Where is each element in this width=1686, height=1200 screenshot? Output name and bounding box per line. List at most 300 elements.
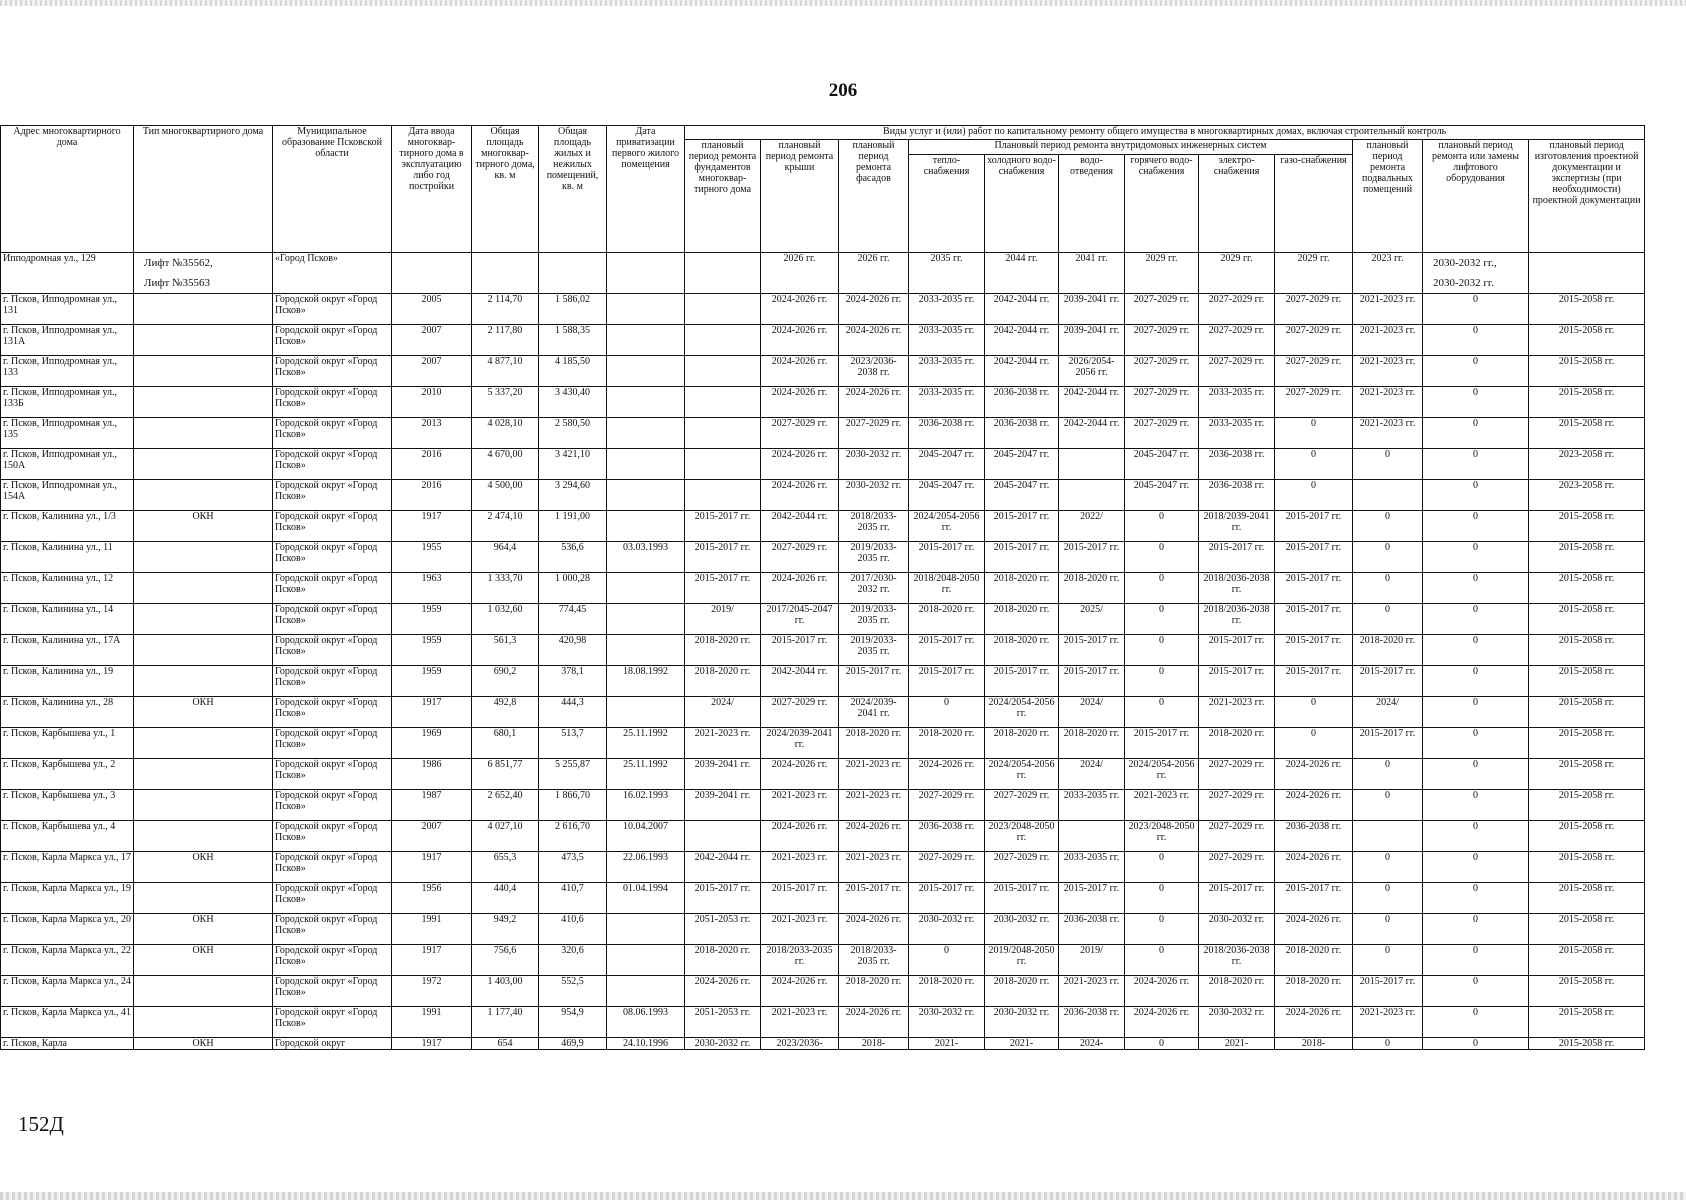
header-living-area: Общая площадь жилых и нежилых помещений, кв. м bbox=[539, 126, 607, 253]
cell-cold-water: 2018-2020 гг. bbox=[985, 728, 1059, 759]
cell-sewer: 2015-2017 гг. bbox=[1059, 542, 1125, 573]
cell-cold-water: 2045-2047 гг. bbox=[985, 449, 1059, 480]
table-row bbox=[1, 1038, 1645, 1050]
cell-living-area: 2 580,50 bbox=[539, 418, 607, 449]
table-row bbox=[1, 635, 1645, 666]
cell-privatization bbox=[607, 573, 685, 604]
cell-basement: 0 bbox=[1353, 914, 1423, 945]
cell-basement: 0 bbox=[1353, 790, 1423, 821]
cell-sewer: 2015-2017 гг. bbox=[1059, 635, 1125, 666]
cell-lift-2: Лифт №35563 bbox=[144, 277, 211, 289]
cell-municipality: Городской округ «Город Псков» bbox=[273, 914, 392, 945]
cell-elevator: 0 bbox=[1423, 914, 1529, 945]
cell-privatization: 03.03.1993 bbox=[607, 542, 685, 573]
cell-cold-water: 2018-2020 гг. bbox=[985, 976, 1059, 1007]
header-elevator: плановый период ремонта или замены лифтового оборудования bbox=[1423, 140, 1529, 253]
cell-living-area: 513,7 bbox=[539, 728, 607, 759]
cell-design-docs: 2015-2058 гг. bbox=[1529, 418, 1645, 449]
cell-facade: 2024-2026 гг. bbox=[839, 387, 909, 418]
cell-cold-water: 2021- bbox=[985, 1038, 1059, 1050]
cell-design-docs: 2015-2058 гг. bbox=[1529, 1038, 1645, 1050]
cell-gas: 2015-2017 гг. bbox=[1275, 666, 1353, 697]
cell-total-area: 2 652,40 bbox=[472, 790, 539, 821]
cell-total-area: 4 670,00 bbox=[472, 449, 539, 480]
cell-cold-water: 2018-2020 гг. bbox=[985, 604, 1059, 635]
table-row bbox=[1, 573, 1645, 604]
cell-design-docs: 2023-2058 гг. bbox=[1529, 480, 1645, 511]
cell-address: г. Псков, Калинина ул., 19 bbox=[1, 666, 134, 697]
cell-facade: 2021-2023 гг. bbox=[839, 759, 909, 790]
cell-year: 1991 bbox=[392, 1007, 472, 1038]
cell-living-area: 410,7 bbox=[539, 883, 607, 914]
cell-design-docs: 2015-2058 гг. bbox=[1529, 883, 1645, 914]
cell-roof: 2042-2044 гг. bbox=[761, 511, 839, 542]
cell-type bbox=[134, 883, 273, 914]
cell-living-area: 3 430,40 bbox=[539, 387, 607, 418]
cell-elevator: 0 bbox=[1423, 976, 1529, 1007]
cell-gas: 2024-2026 гг. bbox=[1275, 1007, 1353, 1038]
cell-electric: 2029 гг. bbox=[1199, 253, 1275, 294]
cell-privatization bbox=[607, 387, 685, 418]
table-row bbox=[1, 697, 1645, 728]
cell-total-area: 964,4 bbox=[472, 542, 539, 573]
cell-year: 2007 bbox=[392, 821, 472, 852]
cell-electric: 2033-2035 гг. bbox=[1199, 418, 1275, 449]
cell-municipality: Городской округ «Город Псков» bbox=[273, 945, 392, 976]
cell-electric: 2030-2032 гг. bbox=[1199, 914, 1275, 945]
table-row bbox=[1, 852, 1645, 883]
cell-facade: 2018/2033-2035 гг. bbox=[839, 945, 909, 976]
header-hot-water: горячего водо-снабжения bbox=[1125, 155, 1199, 253]
cell-type bbox=[134, 325, 273, 356]
cell-municipality: Городской округ «Город Псков» bbox=[273, 1007, 392, 1038]
cell-living-area: 1 000,28 bbox=[539, 573, 607, 604]
cell-gas: 0 bbox=[1275, 449, 1353, 480]
cell-foundation bbox=[685, 294, 761, 325]
cell-address: г. Псков, Карбышева ул., 1 bbox=[1, 728, 134, 759]
cell-foundation: 2021-2023 гг. bbox=[685, 728, 761, 759]
table-row bbox=[1, 511, 1645, 542]
cell-roof: 2024-2026 гг. bbox=[761, 821, 839, 852]
cell-municipality: «Город Псков» bbox=[273, 253, 392, 294]
cell-sewer: 2018-2020 гг. bbox=[1059, 728, 1125, 759]
cell-municipality: Городской округ «Город Псков» bbox=[273, 976, 392, 1007]
cell-living-area: 536,6 bbox=[539, 542, 607, 573]
cell-gas: 2015-2017 гг. bbox=[1275, 604, 1353, 635]
cell-address: г. Псков, Ипподромная ул., 133 bbox=[1, 356, 134, 387]
header-works-group: Виды услуг и (или) работ по капитальному ремонту общего имущества в многоквартирных домах, включая строительный контроль bbox=[685, 126, 1645, 140]
header-row-1 bbox=[1, 126, 1645, 140]
cell-year: 1956 bbox=[392, 883, 472, 914]
cell-year: 1959 bbox=[392, 666, 472, 697]
cell-elevator: 0 bbox=[1423, 945, 1529, 976]
cell-sewer: 2036-2038 гг. bbox=[1059, 914, 1125, 945]
cell-type bbox=[134, 253, 273, 294]
cell-electric: 2015-2017 гг. bbox=[1199, 635, 1275, 666]
cell-address: г. Псков, Калинина ул., 28 bbox=[1, 697, 134, 728]
cell-facade: 2018- bbox=[839, 1038, 909, 1050]
cell-total-area: 655,3 bbox=[472, 852, 539, 883]
scan-edge-top bbox=[0, 0, 1686, 6]
cell-electric: 2018/2036-2038 гг. bbox=[1199, 604, 1275, 635]
cell-year: 2016 bbox=[392, 449, 472, 480]
header-sewer: водо-отведения bbox=[1059, 155, 1125, 253]
cell-total-area: 654 bbox=[472, 1038, 539, 1050]
cell-foundation: 2015-2017 гг. bbox=[685, 573, 761, 604]
cell-heat: 2027-2029 гг. bbox=[909, 852, 985, 883]
cell-roof: 2024-2026 гг. bbox=[761, 449, 839, 480]
cell-design-docs: 2015-2058 гг. bbox=[1529, 852, 1645, 883]
cell-foundation: 2015-2017 гг. bbox=[685, 542, 761, 573]
cell-foundation: 2051-2053 гг. bbox=[685, 914, 761, 945]
cell-type bbox=[134, 449, 273, 480]
cell-living-area: 3 421,10 bbox=[539, 449, 607, 480]
footer-code: 152Д bbox=[18, 1112, 64, 1136]
table-row bbox=[1, 356, 1645, 387]
cell-elevator-1: 2030-2032 гг., bbox=[1433, 257, 1497, 269]
cell-year: 1972 bbox=[392, 976, 472, 1007]
cell-heat: 2035 гг. bbox=[909, 253, 985, 294]
cell-sewer: 2033-2035 гг. bbox=[1059, 852, 1125, 883]
cell-foundation: 2039-2041 гг. bbox=[685, 790, 761, 821]
cell-living-area: 320,6 bbox=[539, 945, 607, 976]
cell-electric: 2027-2029 гг. bbox=[1199, 325, 1275, 356]
cell-hot-water: 2024-2026 гг. bbox=[1125, 976, 1199, 1007]
cell-gas: 2027-2029 гг. bbox=[1275, 294, 1353, 325]
cell-facade: 2017/2030-2032 гг. bbox=[839, 573, 909, 604]
cell-privatization bbox=[607, 976, 685, 1007]
cell-electric: 2027-2029 гг. bbox=[1199, 356, 1275, 387]
header-facade: плановый период ремонта фасадов bbox=[839, 140, 909, 253]
cell-basement: 0 bbox=[1353, 852, 1423, 883]
capital-repair-table bbox=[0, 125, 1645, 1050]
cell-electric: 2027-2029 гг. bbox=[1199, 852, 1275, 883]
cell-roof: 2015-2017 гг. bbox=[761, 883, 839, 914]
cell-elevator: 0 bbox=[1423, 883, 1529, 914]
header-cold-water: холодного водо-снабжения bbox=[985, 155, 1059, 253]
cell-electric: 2036-2038 гг. bbox=[1199, 480, 1275, 511]
cell-municipality: Городской округ «Город Псков» bbox=[273, 790, 392, 821]
cell-hot-water: 0 bbox=[1125, 883, 1199, 914]
cell-total-area: 2 114,70 bbox=[472, 294, 539, 325]
cell-foundation: 2051-2053 гг. bbox=[685, 1007, 761, 1038]
cell-cold-water: 2030-2032 гг. bbox=[985, 1007, 1059, 1038]
cell-living-area: 5 255,87 bbox=[539, 759, 607, 790]
cell-lift-1: Лифт №35562, bbox=[144, 257, 213, 269]
cell-cold-water: 2019/2048-2050 гг. bbox=[985, 945, 1059, 976]
cell-hot-water: 0 bbox=[1125, 542, 1199, 573]
cell-design-docs: 2015-2058 гг. bbox=[1529, 914, 1645, 945]
cell-cold-water: 2024/2054-2056 гг. bbox=[985, 759, 1059, 790]
cell-address: г. Псков, Карла Маркса ул., 20 bbox=[1, 914, 134, 945]
cell-electric: 2036-2038 гг. bbox=[1199, 449, 1275, 480]
cell-heat: 2027-2029 гг. bbox=[909, 790, 985, 821]
cell-municipality: Городской округ «Город Псков» bbox=[273, 356, 392, 387]
cell-municipality: Городской округ «Город Псков» bbox=[273, 511, 392, 542]
header-electric: электро-снабжения bbox=[1199, 155, 1275, 253]
cell-sewer: 2033-2035 гг. bbox=[1059, 790, 1125, 821]
cell-municipality: Городской округ «Город Псков» bbox=[273, 821, 392, 852]
cell-facade: 2024-2026 гг. bbox=[839, 821, 909, 852]
cell-heat: 2024/2054-2056 гг. bbox=[909, 511, 985, 542]
header-municipality: Муниципальное образование Псковской области bbox=[273, 126, 392, 253]
table-row bbox=[1, 325, 1645, 356]
cell-sewer: 2022/ bbox=[1059, 511, 1125, 542]
header-gas: газо-снабжения bbox=[1275, 155, 1353, 253]
cell-basement: 0 bbox=[1353, 759, 1423, 790]
header-foundation: плановый период ремонта фундаментов многоквар-тирного дома bbox=[685, 140, 761, 253]
cell-design-docs: 2015-2058 гг. bbox=[1529, 790, 1645, 821]
cell-year: 2010 bbox=[392, 387, 472, 418]
cell-cold-water: 2027-2029 гг. bbox=[985, 852, 1059, 883]
cell-elevator: 0 bbox=[1423, 356, 1529, 387]
cell-address: г. Псков, Ипподромная ул., 131А bbox=[1, 325, 134, 356]
cell-elevator: 0 bbox=[1423, 325, 1529, 356]
cell-roof: 2027-2029 гг. bbox=[761, 418, 839, 449]
cell-elevator: 0 bbox=[1423, 1038, 1529, 1050]
cell-heat: 2018-2020 гг. bbox=[909, 728, 985, 759]
cell-foundation: 2015-2017 гг. bbox=[685, 883, 761, 914]
cell-heat: 2030-2032 гг. bbox=[909, 1007, 985, 1038]
cell-facade: 2030-2032 гг. bbox=[839, 480, 909, 511]
cell-heat: 2030-2032 гг. bbox=[909, 914, 985, 945]
cell-privatization bbox=[607, 945, 685, 976]
cell-living-area: 469,9 bbox=[539, 1038, 607, 1050]
cell-address: г. Псков, Калинина ул., 11 bbox=[1, 542, 134, 573]
cell-type bbox=[134, 1007, 273, 1038]
cell-address: г. Псков, Калинина ул., 12 bbox=[1, 573, 134, 604]
header-roof: плановый период ремонта крыши bbox=[761, 140, 839, 253]
cell-privatization: 10.04.2007 bbox=[607, 821, 685, 852]
cell-type bbox=[134, 573, 273, 604]
cell-living-area: 954,9 bbox=[539, 1007, 607, 1038]
cell-address: г. Псков, Карла Маркса ул., 41 bbox=[1, 1007, 134, 1038]
cell-design-docs: 2015-2058 гг. bbox=[1529, 821, 1645, 852]
cell-address: г. Псков, Ипподромная ул., 150А bbox=[1, 449, 134, 480]
cell-electric: 2033-2035 гг. bbox=[1199, 387, 1275, 418]
cell-facade: 2024-2026 гг. bbox=[839, 914, 909, 945]
cell-roof: 2027-2029 гг. bbox=[761, 542, 839, 573]
table-row bbox=[1, 253, 1645, 294]
cell-privatization: 08.06.1993 bbox=[607, 1007, 685, 1038]
cell-gas: 0 bbox=[1275, 480, 1353, 511]
table-row bbox=[1, 666, 1645, 697]
cell-basement: 2021-2023 гг. bbox=[1353, 1007, 1423, 1038]
cell-electric: 2027-2029 гг. bbox=[1199, 759, 1275, 790]
cell-municipality: Городской округ «Город Псков» bbox=[273, 449, 392, 480]
cell-total-area: 1 333,70 bbox=[472, 573, 539, 604]
table-row bbox=[1, 821, 1645, 852]
cell-year: 2005 bbox=[392, 294, 472, 325]
cell-municipality: Городской округ «Город Псков» bbox=[273, 883, 392, 914]
cell-living-area: 552,5 bbox=[539, 976, 607, 1007]
cell-living-area bbox=[539, 253, 607, 294]
cell-facade: 2030-2032 гг. bbox=[839, 449, 909, 480]
cell-foundation bbox=[685, 387, 761, 418]
cell-basement: 0 bbox=[1353, 883, 1423, 914]
cell-sewer: 2015-2017 гг. bbox=[1059, 666, 1125, 697]
cell-basement: 2021-2023 гг. bbox=[1353, 418, 1423, 449]
cell-heat: 2033-2035 гг. bbox=[909, 356, 985, 387]
cell-total-area: 949,2 bbox=[472, 914, 539, 945]
cell-roof: 2021-2023 гг. bbox=[761, 1007, 839, 1038]
cell-cold-water: 2018-2020 гг. bbox=[985, 573, 1059, 604]
cell-type bbox=[134, 294, 273, 325]
cell-address: г. Псков, Карла Маркса ул., 22 bbox=[1, 945, 134, 976]
cell-foundation: 2039-2041 гг. bbox=[685, 759, 761, 790]
cell-roof: 2024-2026 гг. bbox=[761, 294, 839, 325]
cell-facade: 2018-2020 гг. bbox=[839, 976, 909, 1007]
cell-gas: 2027-2029 гг. bbox=[1275, 356, 1353, 387]
cell-privatization bbox=[607, 294, 685, 325]
cell-design-docs: 2015-2058 гг. bbox=[1529, 1007, 1645, 1038]
cell-facade: 2019/2033-2035 гг. bbox=[839, 542, 909, 573]
cell-year: 1917 bbox=[392, 852, 472, 883]
header-type: Тип многоквартирного дома bbox=[134, 126, 273, 253]
cell-heat: 2036-2038 гг. bbox=[909, 821, 985, 852]
cell-sewer: 2024/ bbox=[1059, 759, 1125, 790]
cell-heat: 2018-2020 гг. bbox=[909, 604, 985, 635]
cell-municipality: Городской округ «Город Псков» bbox=[273, 387, 392, 418]
cell-basement: 2023 гг. bbox=[1353, 253, 1423, 294]
cell-hot-water: 0 bbox=[1125, 635, 1199, 666]
cell-hot-water: 0 bbox=[1125, 914, 1199, 945]
cell-elevator: 0 bbox=[1423, 573, 1529, 604]
cell-type: ОКН bbox=[134, 945, 273, 976]
cell-sewer bbox=[1059, 449, 1125, 480]
cell-hot-water: 2024/2054-2056 гг. bbox=[1125, 759, 1199, 790]
cell-address: г. Псков, Карбышева ул., 4 bbox=[1, 821, 134, 852]
cell-living-area: 1 588,35 bbox=[539, 325, 607, 356]
cell-electric: 2021-2023 гг. bbox=[1199, 697, 1275, 728]
cell-sewer: 2042-2044 гг. bbox=[1059, 387, 1125, 418]
cell-year: 1963 bbox=[392, 573, 472, 604]
table-row bbox=[1, 914, 1645, 945]
cell-gas: 2015-2017 гг. bbox=[1275, 511, 1353, 542]
cell-privatization bbox=[607, 511, 685, 542]
cell-heat: 2024-2026 гг. bbox=[909, 759, 985, 790]
cell-elevator: 0 bbox=[1423, 418, 1529, 449]
cell-privatization bbox=[607, 635, 685, 666]
header-commission-date: Дата ввода многоквар-тирного дома в эксплуатацию либо год постройки bbox=[392, 126, 472, 253]
cell-living-area: 774,45 bbox=[539, 604, 607, 635]
cell-design-docs: 2015-2058 гг. bbox=[1529, 945, 1645, 976]
cell-heat: 2033-2035 гг. bbox=[909, 294, 985, 325]
cell-sewer: 2026/2054-2056 гг. bbox=[1059, 356, 1125, 387]
cell-foundation: 2024-2026 гг. bbox=[685, 976, 761, 1007]
cell-design-docs: 2015-2058 гг. bbox=[1529, 697, 1645, 728]
cell-roof: 2024-2026 гг. bbox=[761, 573, 839, 604]
cell-facade: 2024-2026 гг. bbox=[839, 294, 909, 325]
cell-cold-water: 2030-2032 гг. bbox=[985, 914, 1059, 945]
cell-elevator: 0 bbox=[1423, 511, 1529, 542]
cell-hot-water: 2021-2023 гг. bbox=[1125, 790, 1199, 821]
cell-heat: 2018-2020 гг. bbox=[909, 976, 985, 1007]
cell-facade: 2024/2039-2041 гг. bbox=[839, 697, 909, 728]
cell-basement: 2021-2023 гг. bbox=[1353, 356, 1423, 387]
cell-type: ОКН bbox=[134, 1038, 273, 1050]
cell-electric: 2018/2036-2038 гг. bbox=[1199, 945, 1275, 976]
cell-living-area: 1 191,00 bbox=[539, 511, 607, 542]
cell-total-area: 561,3 bbox=[472, 635, 539, 666]
cell-privatization: 22.06.1993 bbox=[607, 852, 685, 883]
cell-cold-water: 2015-2017 гг. bbox=[985, 511, 1059, 542]
cell-total-area: 492,8 bbox=[472, 697, 539, 728]
cell-basement: 2015-2017 гг. bbox=[1353, 976, 1423, 1007]
cell-basement: 2021-2023 гг. bbox=[1353, 294, 1423, 325]
cell-design-docs: 2015-2058 гг. bbox=[1529, 573, 1645, 604]
cell-cold-water: 2018-2020 гг. bbox=[985, 635, 1059, 666]
cell-living-area: 410,6 bbox=[539, 914, 607, 945]
cell-design-docs: 2015-2058 гг. bbox=[1529, 511, 1645, 542]
cell-privatization: 16.02.1993 bbox=[607, 790, 685, 821]
cell-privatization: 25.11.1992 bbox=[607, 728, 685, 759]
cell-sewer bbox=[1059, 480, 1125, 511]
cell-municipality: Городской округ «Город Псков» bbox=[273, 573, 392, 604]
cell-total-area: 4 027,10 bbox=[472, 821, 539, 852]
cell-electric: 2015-2017 гг. bbox=[1199, 883, 1275, 914]
cell-foundation: 2018-2020 гг. bbox=[685, 945, 761, 976]
cell-type bbox=[134, 604, 273, 635]
cell-cold-water: 2015-2017 гг. bbox=[985, 666, 1059, 697]
cell-foundation: 2030-2032 гг. bbox=[685, 1038, 761, 1050]
table-row bbox=[1, 604, 1645, 635]
header-address: Адрес многоквартирного дома bbox=[1, 126, 134, 253]
cell-design-docs bbox=[1529, 253, 1645, 294]
cell-living-area: 420,98 bbox=[539, 635, 607, 666]
cell-living-area: 444,3 bbox=[539, 697, 607, 728]
cell-living-area: 1 586,02 bbox=[539, 294, 607, 325]
cell-cold-water: 2042-2044 гг. bbox=[985, 294, 1059, 325]
header-basement: плановый период ремонта подвальных помещений bbox=[1353, 140, 1423, 253]
cell-total-area: 690,2 bbox=[472, 666, 539, 697]
cell-municipality: Городской округ «Город Псков» bbox=[273, 852, 392, 883]
cell-heat: 2015-2017 гг. bbox=[909, 666, 985, 697]
cell-heat: 2036-2038 гг. bbox=[909, 418, 985, 449]
cell-design-docs: 2015-2058 гг. bbox=[1529, 294, 1645, 325]
cell-foundation: 2019/ bbox=[685, 604, 761, 635]
cell-elevator: 0 bbox=[1423, 294, 1529, 325]
cell-total-area bbox=[472, 253, 539, 294]
cell-heat: 2033-2035 гг. bbox=[909, 387, 985, 418]
cell-electric: 2015-2017 гг. bbox=[1199, 666, 1275, 697]
table-row bbox=[1, 1007, 1645, 1038]
cell-sewer: 2015-2017 гг. bbox=[1059, 883, 1125, 914]
cell-foundation: 2018-2020 гг. bbox=[685, 666, 761, 697]
header-privatization-date: Дата приватизации первого жилого помещения bbox=[607, 126, 685, 253]
table-row bbox=[1, 387, 1645, 418]
cell-sewer: 2042-2044 гг. bbox=[1059, 418, 1125, 449]
cell-foundation bbox=[685, 821, 761, 852]
cell-heat: 2045-2047 гг. bbox=[909, 449, 985, 480]
header-total-area: Общая площадь многоквар-тирного дома, кв. м bbox=[472, 126, 539, 253]
cell-address: г. Псков, Карла Маркса ул., 19 bbox=[1, 883, 134, 914]
cell-elevator: 0 bbox=[1423, 542, 1529, 573]
cell-cold-water: 2024/2054-2056 гг. bbox=[985, 697, 1059, 728]
cell-roof: 2027-2029 гг. bbox=[761, 697, 839, 728]
cell-cold-water: 2042-2044 гг. bbox=[985, 325, 1059, 356]
cell-roof: 2024-2026 гг. bbox=[761, 356, 839, 387]
cell-hot-water: 0 bbox=[1125, 697, 1199, 728]
cell-electric: 2018-2020 гг. bbox=[1199, 728, 1275, 759]
cell-address: г. Псков, Калинина ул., 14 bbox=[1, 604, 134, 635]
cell-hot-water: 0 bbox=[1125, 852, 1199, 883]
cell-privatization bbox=[607, 418, 685, 449]
cell-year: 1917 bbox=[392, 1038, 472, 1050]
cell-basement: 0 bbox=[1353, 945, 1423, 976]
cell-total-area: 2 117,80 bbox=[472, 325, 539, 356]
cell-total-area: 4 500,00 bbox=[472, 480, 539, 511]
